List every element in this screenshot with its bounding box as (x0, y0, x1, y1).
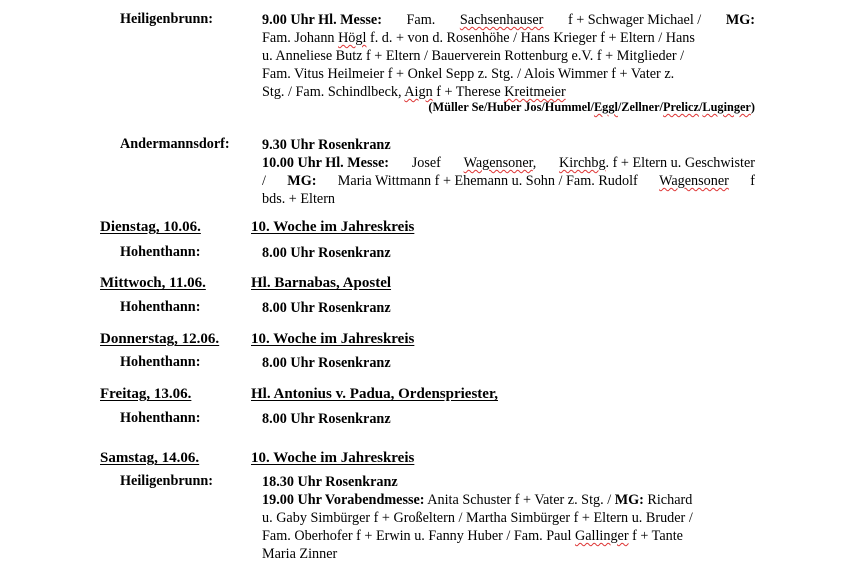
misspelled-word: Prelicz (662, 100, 699, 114)
service-time: 8.00 Uhr Rosenkranz (262, 355, 391, 371)
mg-label: MG: (725, 12, 755, 28)
mass-entry-line (262, 172, 755, 190)
text: / (698, 100, 703, 114)
location-andermannsdorf-label: Andermannsdorf: (120, 136, 230, 152)
day-date-friday: Freitag, 13.06. (100, 386, 192, 402)
service-time: 8.00 Uhr Rosenkranz (262, 300, 391, 316)
misspelled-word: Luginger (702, 100, 751, 114)
misspelled-word: Kreitmeier (504, 84, 566, 100)
mg-label: MG: (614, 492, 644, 508)
misspelled-word: Högl (338, 30, 367, 46)
mass-entry-line (262, 83, 566, 101)
text: Josef (411, 155, 441, 171)
mass-entry-line: u. Gaby Simbürger f + Großeltern / Martha Simbürger f + Eltern u. Bruder / (262, 510, 693, 526)
mass-entry-line: Fam. Vitus Heilmeier f + Onkel Sepp z. Stg. / Alois Wimmer f + Vater z. (262, 66, 675, 82)
text: Fam. Oberhofer f + Erwin u. Fanny Huber / Fam. Paul (262, 528, 572, 544)
day-date-wednesday: Mittwoch, 11.06. (100, 275, 206, 291)
text: f. d. + von d. Rosenhöhe / Hans Krieger f + Eltern / Hans (369, 30, 695, 46)
rosary-time: 18.30 Uhr Rosenkranz (262, 474, 398, 490)
location-heiligenbrunn-label: Heiligenbrunn: (120, 11, 214, 27)
location-label: Hohenthann: (120, 410, 201, 426)
mass-entry-line (262, 154, 755, 172)
misspelled-word: Eggl (593, 100, 618, 114)
location-heiligenbrunn-label: Heiligenbrunn: (120, 473, 214, 489)
mass-time: 10.00 Uhr Hl. Messe: (262, 155, 390, 171)
mass-entry-line (262, 29, 695, 47)
mass-time: 19.00 Uhr Vorabendmesse: (262, 492, 425, 508)
mass-entry-line (262, 491, 692, 509)
misspelled-word: Kirchbg (559, 155, 606, 171)
altar-servers-list (428, 100, 755, 115)
misspelled-word: Aign (404, 84, 433, 100)
text: / (262, 173, 266, 189)
service-time: 8.00 Uhr Rosenkranz (262, 245, 391, 261)
text: (Müller Se/Huber Jos/Hummel/ (428, 100, 594, 114)
rosary-time: 9.30 Uhr Rosenkranz (262, 137, 391, 153)
day-feast: 10. Woche im Jahreskreis (251, 450, 415, 466)
day-date-thursday: Donnerstag, 12.06. (100, 331, 220, 347)
mass-entry-line: bds. + Eltern (262, 191, 336, 207)
misspelled-word: Wagensoner (463, 155, 533, 171)
day-date-tuesday: Dienstag, 10.06. (100, 219, 201, 235)
text: . f + Eltern u. Geschwister (605, 155, 755, 171)
location-label: Hohenthann: (120, 299, 201, 315)
mass-entry-line (262, 527, 683, 545)
text: Richard (647, 492, 693, 508)
text: ) (750, 100, 755, 114)
day-feast: 10. Woche im Jahreskreis (251, 219, 415, 235)
text: /Zellner/ (617, 100, 663, 114)
text: f (750, 173, 755, 189)
text: Fam. Johann (262, 30, 335, 46)
text: Fam. (406, 12, 436, 28)
text: Stg. / Fam. Schindlbeck, (262, 84, 402, 100)
day-feast: 10. Woche im Jahreskreis (251, 331, 415, 347)
day-feast: Hl. Barnabas, Apostel (251, 275, 392, 291)
text: f + Tante (632, 528, 683, 544)
service-time: 8.00 Uhr Rosenkranz (262, 411, 391, 427)
misspelled-word: Wagensoner (659, 173, 729, 189)
location-label: Hohenthann: (120, 244, 201, 260)
text: f + Schwager Michael / (567, 12, 702, 28)
misspelled-word: Gallinger (574, 528, 629, 544)
misspelled-word: Sachsenhauser (459, 12, 544, 28)
mass-time: 9.00 Uhr Hl. Messe: (262, 12, 382, 28)
mg-label: MG: (287, 173, 317, 189)
text: , (532, 155, 537, 171)
text: Maria Wittmann f + Ehemann u. Sohn / Fam. Rudolf (337, 173, 638, 189)
mass-entry-line (262, 11, 755, 29)
day-feast: Hl. Antonius v. Padua, Ordenspriester, (251, 386, 498, 402)
location-label: Hohenthann: (120, 354, 201, 370)
text: f + Therese (436, 84, 501, 100)
text: Anita Schuster f + Vater z. Stg. / (424, 492, 612, 508)
mass-entry-line: u. Anneliese Butz f + Eltern / Bauerverein Rottenburg e.V. f + Mitglieder / (262, 48, 685, 64)
day-date-saturday: Samstag, 14.06. (100, 450, 200, 466)
mass-entry-line: Maria Zinner (262, 546, 338, 562)
